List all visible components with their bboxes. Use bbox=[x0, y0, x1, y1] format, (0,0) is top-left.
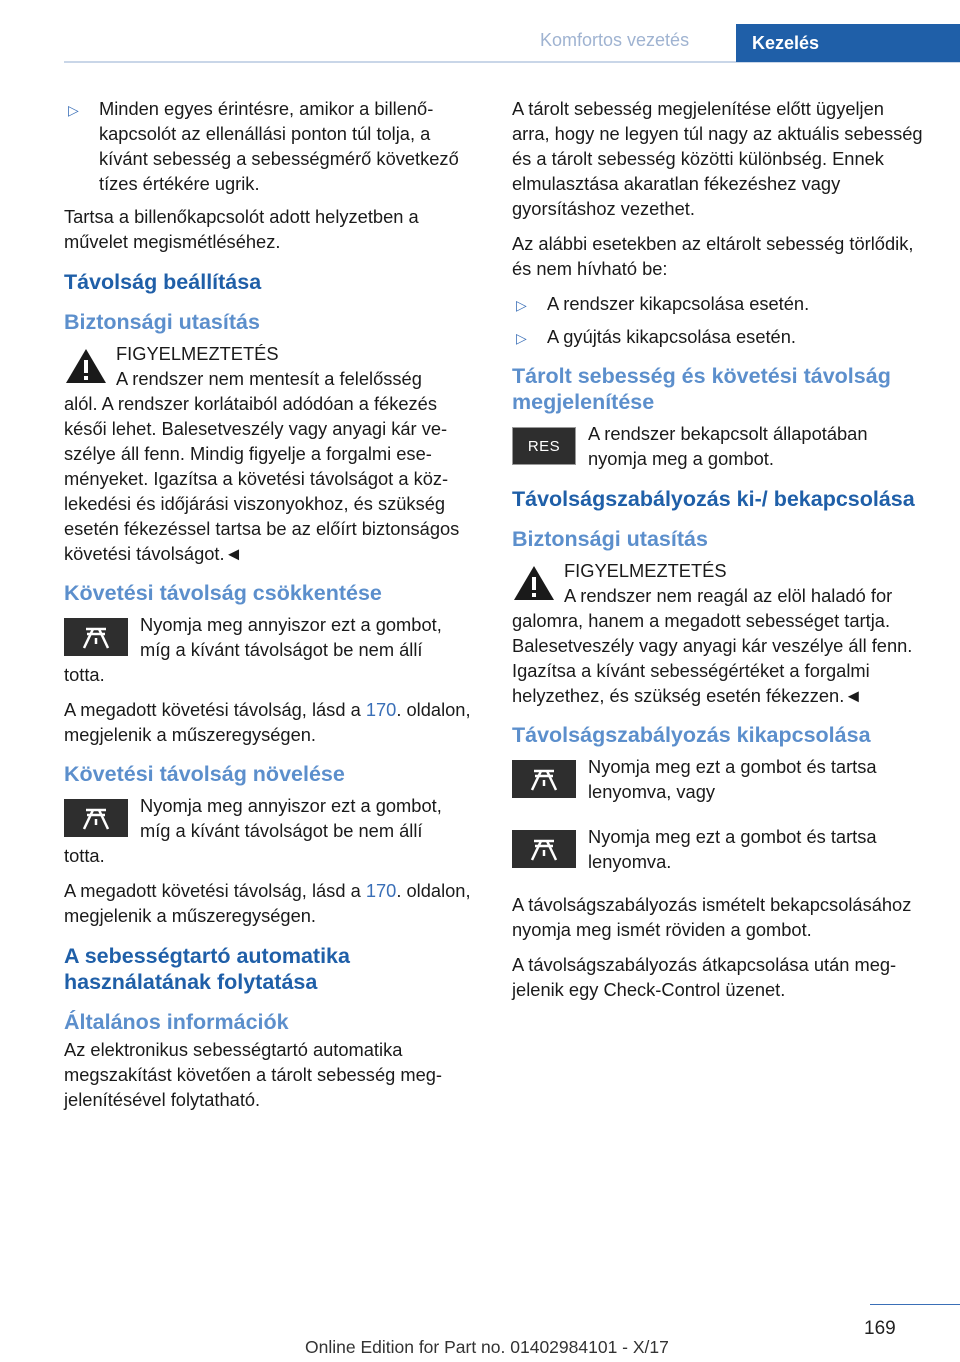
warning-title: FIGYELMEZTETÉS bbox=[116, 343, 279, 364]
paragraph: A tárolt sebesség megjelenítése előtt ügyeljen arra, hogy ne legyen túl nagy az aktuális sebesség és a tárolt sebesség közötti különbség. Ennek elmulasztása akaratlan fékezéshez vagy gyorsításhoz vezethet. bbox=[512, 98, 923, 219]
paragraph: A távolságszabályozás ismételt bekapcsolásához nyomja meg ismét röviden a gombot. bbox=[512, 894, 912, 940]
page-reference-link[interactable]: 170 bbox=[365, 880, 397, 901]
paragraph: Tartsa a billenőkapcsolót adott helyzetben a művelet megismétléséhez. bbox=[64, 206, 419, 252]
header-chapter-tab[interactable]: Kezelés bbox=[736, 24, 960, 62]
distance-button-icon bbox=[64, 618, 128, 656]
bullet-text: Minden egyes érintésre, amikor a billenőkapcsolót az ellenállási ponton túl tolja, a kívánt sebesség a sebességmérő következő tízes értékére ugrik. bbox=[99, 98, 459, 194]
instruction-text: Nyomja meg ezt a gombot és tartsa lenyomva, vagy bbox=[588, 756, 877, 802]
list-item bbox=[512, 324, 926, 349]
warning-first-line: A rendszer nem mentesít a felelősség bbox=[116, 368, 422, 389]
warning-text: alól. A rendszer korlátaiból adódóan a fékezés késői lehet. Balesetveszély vagy anyagi kár veszélye áll fenn. Mindig figyelje a forgalmi eseményeket. Igazítsa a követési távolságot a közlekedési és időjárási viszonyokhoz, és szükség esetén fékezéssel tartsa be az előírt biztonságos követési távolságot.◄ bbox=[64, 393, 460, 564]
button-instruction bbox=[512, 421, 926, 471]
instruction-text: Nyomja meg ezt a gombot és tartsa lenyomva. bbox=[588, 826, 877, 872]
warning-first-line: A rendszer nem reagál az elöl haladó for bbox=[564, 585, 893, 606]
paragraph bbox=[64, 878, 476, 928]
warning-title: FIGYELMEZTETÉS bbox=[564, 560, 727, 581]
distance-button-icon bbox=[512, 760, 576, 798]
button-instruction bbox=[512, 824, 926, 874]
right-column bbox=[512, 96, 926, 1012]
footer-edition: Online Edition for Part no. 01402984101 - X/17 bbox=[305, 1337, 669, 1357]
triangle-bullet-icon: ▷ bbox=[516, 297, 527, 313]
header-section-tab[interactable]: Komfortos vezetés bbox=[540, 30, 690, 50]
ref-text: A megadott követési távolság, lásd a bbox=[64, 880, 366, 901]
warning-text: galomra, hanem a megadott sebességet tartja. Balesetveszély vagy anyagi kár veszélye áll fenn. Igazítsa a kívánt sebességértéket a forgalmi helyzethez, és szükség esetén fékezzen.◄ bbox=[512, 610, 913, 706]
paragraph: Az elektronikus sebességtartó automatika megszakítást követően a tárolt sebesség megjelenítésével folytatható. bbox=[64, 1039, 443, 1110]
heading-distance: Távolság beállítása bbox=[64, 270, 262, 294]
ref-text: . oldalon, megjelenik a műszeregységen. bbox=[64, 880, 471, 926]
heading-increase: Követési távolság növelése bbox=[64, 762, 345, 786]
instruction-continuation: totta. bbox=[64, 664, 105, 685]
instruction-text: Nyomja meg annyiszor ezt a gombot, míg a kívánt távolságot be nem állí bbox=[140, 795, 442, 841]
left-column bbox=[64, 96, 476, 1122]
distance-button-icon bbox=[512, 830, 576, 868]
paragraph: Az alábbi esetekben az eltárolt sebesség törlődik, és nem hívható be: bbox=[512, 233, 914, 279]
page-number: 169 bbox=[864, 1318, 896, 1339]
heading-general: Általános információk bbox=[64, 1010, 289, 1034]
paragraph: A távolságszabályozás átkapcsolása után megjelenik egy Check-Control üzenet. bbox=[512, 954, 897, 1000]
warning-block bbox=[64, 341, 476, 566]
ref-text: A megadott követési távolság, lásd a bbox=[64, 699, 366, 720]
bullet-text: A gyújtás kikapcsolása esetén. bbox=[547, 326, 796, 347]
warning-icon bbox=[512, 564, 556, 602]
triangle-bullet-icon: ▷ bbox=[516, 330, 527, 346]
heading-onoff: Távolságszabályozás ki-/ bekapcsolása bbox=[512, 487, 915, 511]
warning-icon bbox=[64, 347, 108, 385]
heading-decrease: Követési távolság csökkentése bbox=[64, 581, 382, 605]
heading-off: Távolságszabályozás kikapcsolása bbox=[512, 723, 871, 747]
ref-text: . oldalon, megjelenik a műszeregységen. bbox=[64, 699, 471, 745]
instruction-continuation: totta. bbox=[64, 845, 105, 866]
button-instruction bbox=[64, 612, 476, 687]
list-item bbox=[64, 96, 476, 196]
res-button-icon: RES bbox=[512, 427, 576, 465]
heading-resume: A sebességtartó automatika használatának folytatása bbox=[64, 944, 350, 994]
triangle-bullet-icon: ▷ bbox=[68, 102, 79, 118]
paragraph bbox=[64, 697, 476, 747]
button-instruction bbox=[64, 793, 476, 868]
heading-safety: Biztonsági utasítás bbox=[64, 310, 260, 334]
distance-button-icon bbox=[64, 799, 128, 837]
bullet-text: A rendszer kikapcsolása esetén. bbox=[547, 293, 810, 314]
heading-display: Tárolt sebesség és követési távolság megjelenítése bbox=[512, 364, 891, 414]
instruction-text: Nyomja meg annyiszor ezt a gombot, míg a kívánt távolságot be nem állí bbox=[140, 614, 442, 660]
list-item bbox=[512, 291, 926, 316]
button-instruction bbox=[512, 754, 926, 804]
warning-block bbox=[512, 558, 926, 708]
heading-safety: Biztonsági utasítás bbox=[512, 527, 708, 551]
instruction-text: A rendszer bekapcsolt állapotában nyomja meg a gombot. bbox=[588, 423, 868, 469]
footer-rule bbox=[870, 1304, 960, 1305]
page-reference-link[interactable]: 170 bbox=[365, 699, 397, 720]
